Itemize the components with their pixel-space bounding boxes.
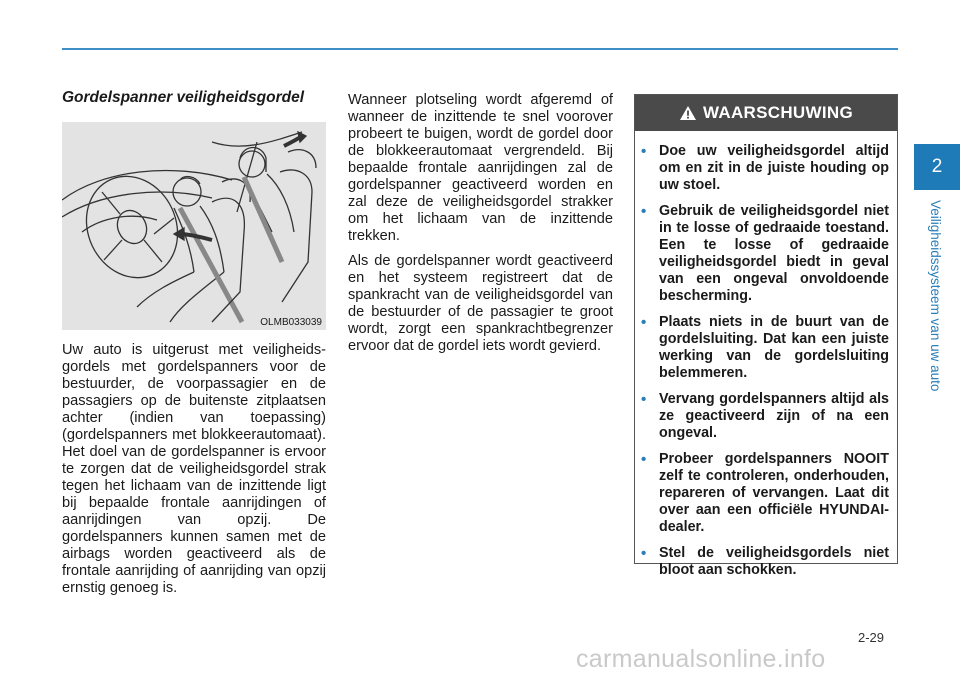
warning-triangle-icon (679, 105, 697, 121)
chapter-title: Veiligheidssysteem van uw auto (928, 200, 943, 392)
warning-list (635, 131, 897, 579)
chapter-tab[interactable] (914, 144, 960, 190)
warning-title: WAARSCHUWING (703, 103, 853, 122)
body-paragraph: Uw auto is uitgerust met veiligheidsgordels met gordelspanners voor de bestuurder, de voorpassagier en de passagiers op de buitenste zitplaatsen achter (indien van toepassing) (gordelspanners met blokkeerautomaat). Het doel van de gordelspanner is ervoor te zorgen dat de veiligheidsgordel strak tegen het lichaam van de inzittende ligt bij bepaalde frontale aanrijdingen of aanrijdingen van opzij. De gordelspanners kunnen samen met de airbags worden geactiveerd als de frontale aanrijding of aanrijding van opzij ernstig genoeg is. (62, 342, 326, 596)
warning-item: • Vervang gordelspanners altijd als ze geactiveerd zijn of na een ongeval. (653, 391, 889, 442)
warning-item: • Plaats niets in de buurt van de gordelsluiting. Dat kan een juiste werking van de gordelsluiting belemmeren. (653, 314, 889, 382)
warning-item: • Doe uw veiligheidsgordel altijd om en zit in de juiste houding op uw stoel. (653, 143, 889, 194)
body-paragraph: Als de gordelspanner wordt geactiveerd en het systeem registreert dat de spankracht van de veiligheidsgordel van de bestuurder of de passagier te groot wordt, zorgt een spankrachtbegrenzer ervoor dat de gordel iets wordt gevierd. (348, 253, 613, 354)
section-title: Gordelspanner veiligheidsgordel (62, 89, 305, 106)
top-rule (62, 48, 898, 50)
seatbelt-pretensioner-illustration-icon (62, 122, 326, 330)
chapter-number: 2 (931, 156, 943, 177)
body-paragraph: Wanneer plotseling wordt afgeremd of wanneer de inzittende te snel voorover probeert te buigen, wordt de gordel door de blokkeerautomaat vergrendeld. Bij bepaalde frontale aanrijdingen zal de gordelspanner geactiveerd worden en zal deze de veiligheidsgordel strakker om het lichaam van de inzittende trekken. (348, 92, 613, 244)
warning-item: • Probeer gordelspanners NOOIT zelf te controleren, onderhouden, repareren of vervangen. Laat dit over aan een officiële HYUNDAI-dealer. (653, 451, 889, 536)
warning-item: • Gebruik de veiligheidsgordel niet in te losse of gedraaide toestand. Een te losse of gedraaide veiligheidsgordel biedt in geval van een ongeval onvoldoende bescherming. (653, 203, 889, 305)
seatbelt-illustration (62, 122, 326, 330)
warning-box (634, 94, 898, 578)
page-number: 2-29 (858, 630, 885, 645)
figure-label: OLMB033039 (260, 317, 322, 328)
left-column (62, 88, 326, 597)
watermark: carmanualsonline.info (576, 645, 826, 673)
warning-header (635, 95, 897, 131)
warning-item: • Stel de veiligheidsgordels niet bloot aan schokken. (653, 545, 889, 579)
middle-column (348, 92, 613, 355)
